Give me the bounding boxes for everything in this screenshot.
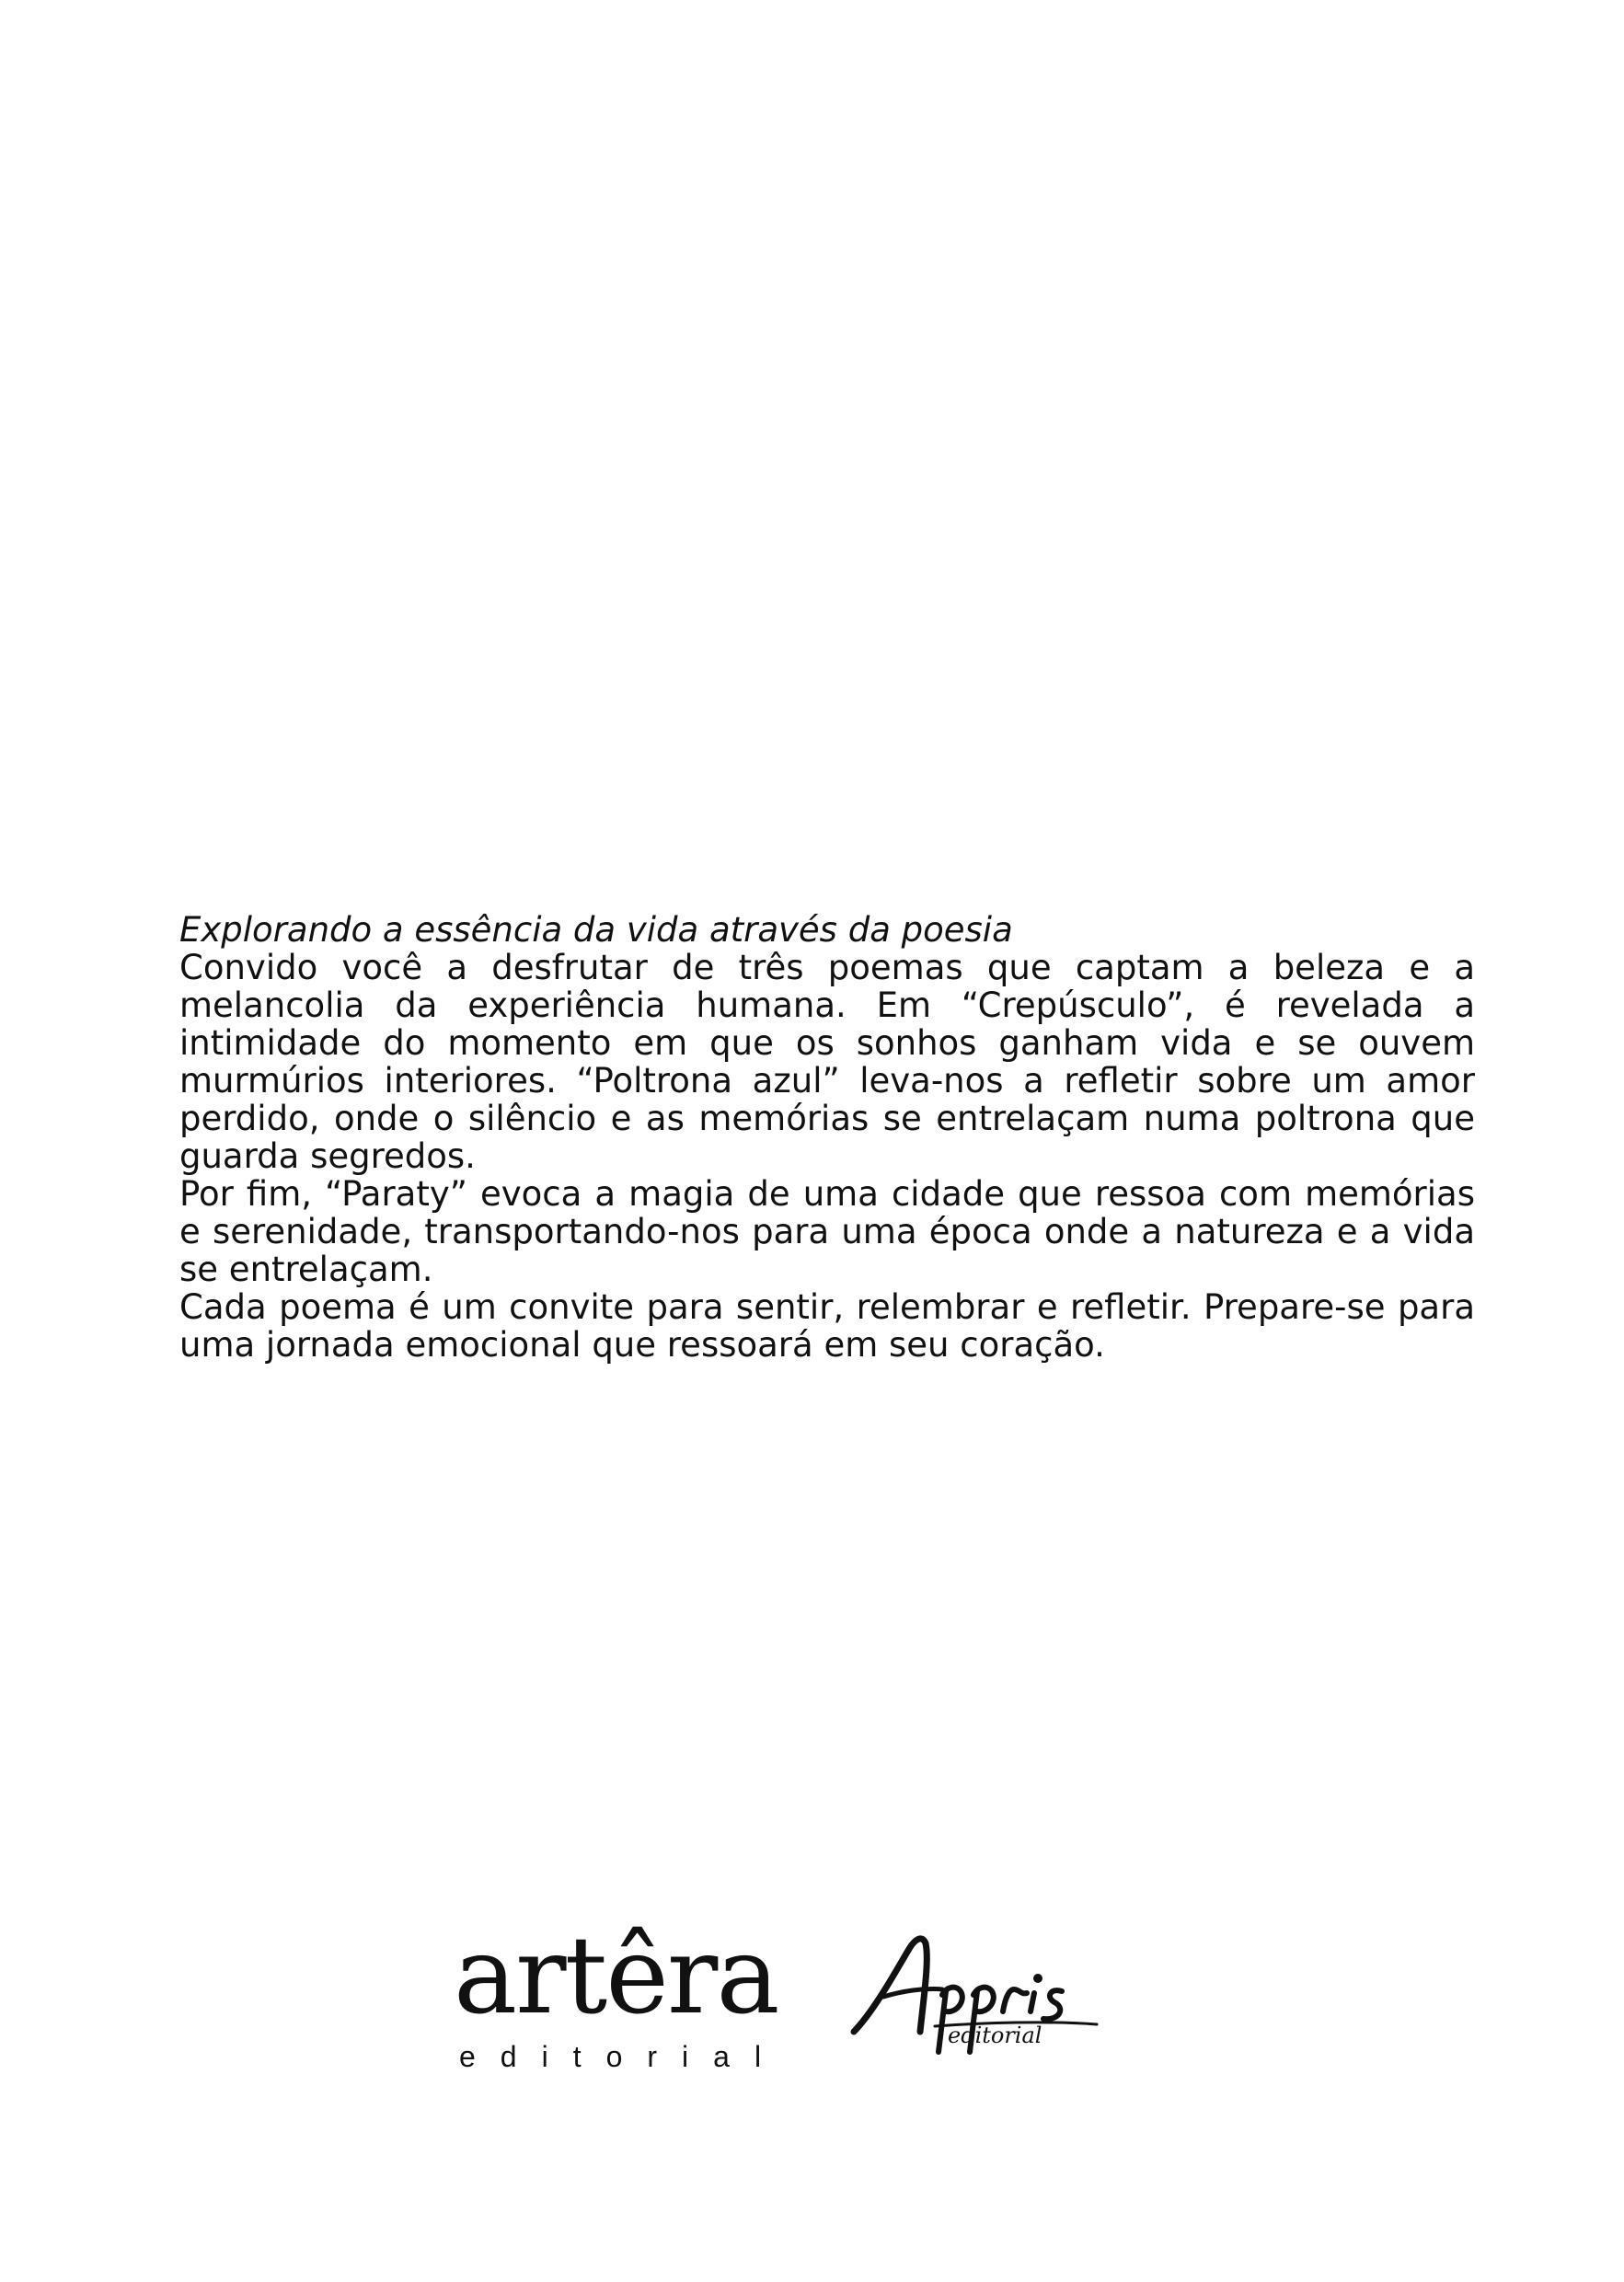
- artera-logo-word: artêra: [454, 1914, 778, 2038]
- blurb-paragraph-1: Convido você a desfrutar de três poemas que captam a beleza e a melancolia da experiência humana. Em “Crepúsculo”, é revelada a intimidade do momento em que os sonhos ganham vida e se ouvem murmúrios interiores. “Poltrona azul” leva-nos a refletir sobre um amor perdido, onde o silêncio e as memórias se entrelaçam numa poltrona que guarda segredos.: [179, 948, 1475, 1176]
- blurb-paragraph-3: Cada poema é um convite para sentir, relembrar e refletir. Prepare-se para uma jornada emocional que ressoará em seu coração.: [179, 1287, 1475, 1365]
- back-cover-blurb: [179, 911, 1475, 1364]
- appris-editorial-logo: [847, 1923, 1159, 2070]
- blurb-heading: Explorando a essência da vida através da poesia: [179, 910, 1013, 950]
- blurb-paragraph-2: Por fim, “Paraty” evoca a magia de uma cidade que ressoa com memórias e serenidade, transportando-nos para uma época onde a natureza e a vida se entrelaçam.: [179, 1174, 1475, 1289]
- publisher-logos: [442, 1914, 1178, 2107]
- appris-logo-graphic: [847, 1923, 1159, 2070]
- appris-logo-subtitle: editorial: [948, 2023, 1042, 2048]
- artera-editorial-logo: [454, 1914, 794, 2080]
- artera-logo-subtitle: editorial: [459, 2040, 787, 2073]
